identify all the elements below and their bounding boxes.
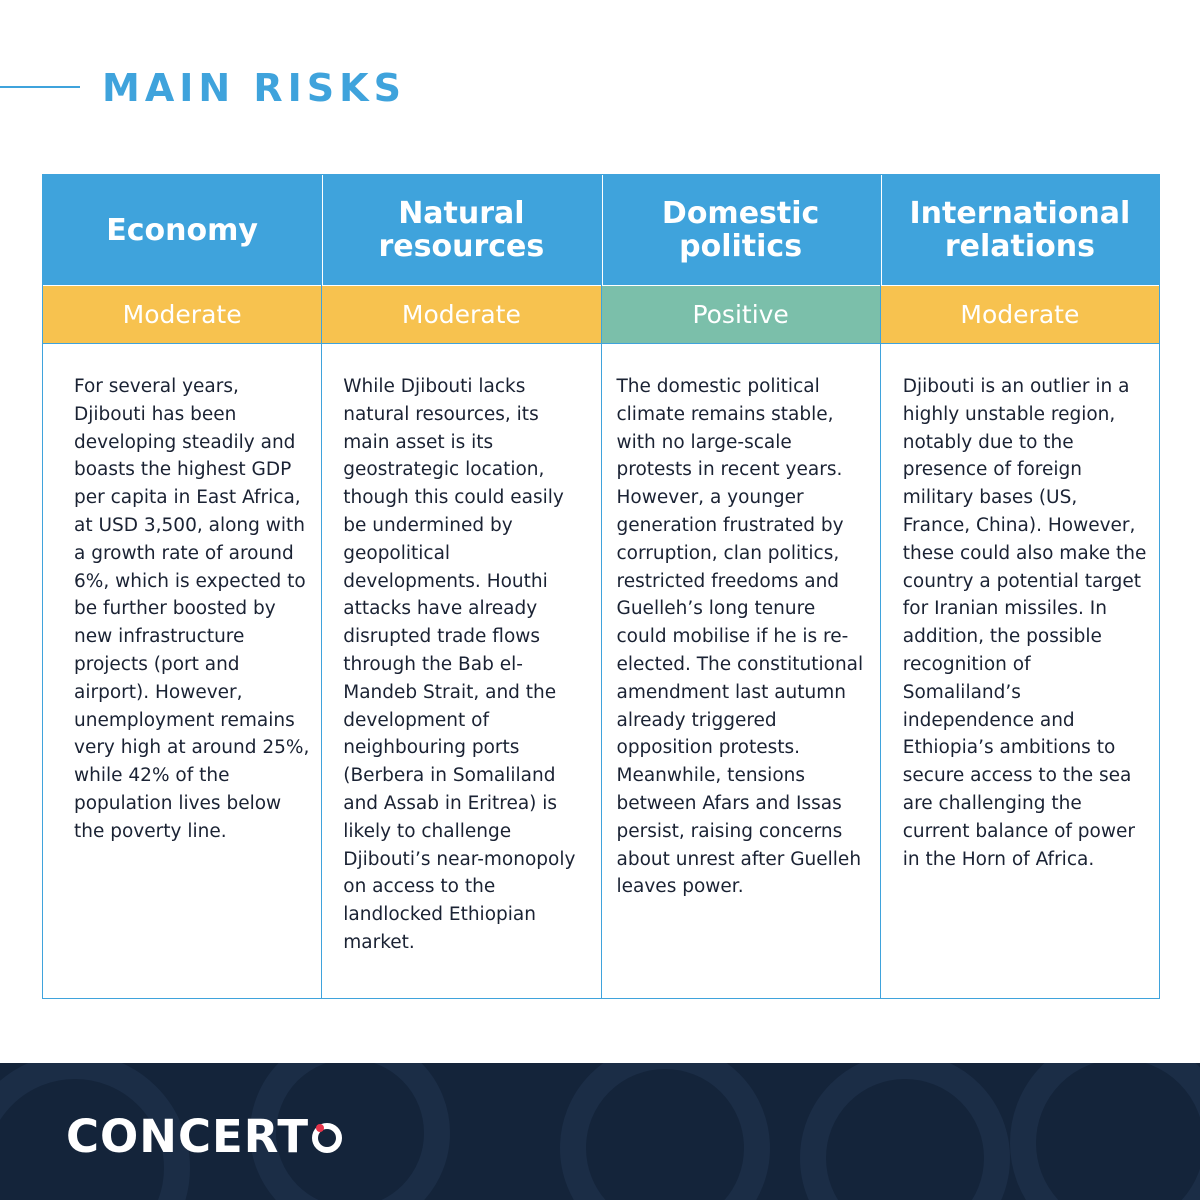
column-natural-resources bbox=[322, 175, 601, 998]
column-text: The domestic political climate remains stable, with no large-scale protests in recent years. However, a younger generation frustrated by corruption, clan politics, restricted freedoms and Guelleh’s long tenure could mobilise if he is re-elected. The constitutional amendment last autumn already triggered opposition protests. Meanwhile, tensions between Afars and Issas persist, raising concerns about unrest after Guelleh leaves power. bbox=[616, 376, 864, 898]
column-heading: International relations bbox=[881, 175, 1159, 286]
page-title: MAIN RISKS bbox=[102, 66, 406, 110]
title-rule bbox=[0, 86, 80, 88]
column-text: Djibouti is an outlier in a highly unstable region, notably due to the presence of foreign military bases (US, France, China). However, these could also make the country a potential target for Iranian missiles. In addition, the possible recognition of Somaliland’s independence and Ethiopia’s ambitions to secure access to the sea are challenging the current balance of power in the Horn of Africa. bbox=[902, 376, 1147, 870]
column-text: While Djibouti lacks natural resources, its main asset is its geostrategic location, though this could easily be undermined by geopolitical developments. Houthi attacks have already disrupted trade flows through the Bab el-Mandeb Strait, and the development of neighbouring ports (Berbera in Somaliland and Assab in Eritrea) is likely to challenge Djibouti’s near-monopoly on access to the landlocked Ethiopian market. bbox=[343, 376, 576, 953]
rating-badge: Moderate bbox=[43, 286, 321, 344]
column-international-relations bbox=[881, 175, 1159, 998]
logo-dot-icon bbox=[316, 1124, 324, 1132]
column-heading: Economy bbox=[43, 175, 321, 286]
column-domestic-politics bbox=[602, 175, 881, 998]
column-text: For several years, Djibouti has been developing steadily and boasts the highest GDP per capita in East Africa, at USD 3,500, along with a growth rate of around 6%, which is expected to be further boosted by new infrastructure projects (port and airport). However, unemployment remains very high at around 25%, while 42% of the population lives below the poverty line. bbox=[74, 376, 310, 842]
column-heading: Domestic politics bbox=[602, 175, 880, 286]
rating-badge: Moderate bbox=[881, 286, 1159, 344]
decorative-ring bbox=[800, 1063, 1010, 1200]
column-heading: Natural resources bbox=[322, 175, 600, 286]
decorative-ring bbox=[1010, 1063, 1200, 1200]
concerto-logo bbox=[66, 1111, 342, 1163]
column-economy bbox=[43, 175, 322, 998]
risk-table bbox=[42, 174, 1160, 999]
decorative-ring bbox=[560, 1063, 770, 1200]
rating-badge: Positive bbox=[602, 286, 880, 344]
logo-wordmark: CONCERT bbox=[66, 1110, 310, 1163]
rating-badge: Moderate bbox=[322, 286, 600, 344]
